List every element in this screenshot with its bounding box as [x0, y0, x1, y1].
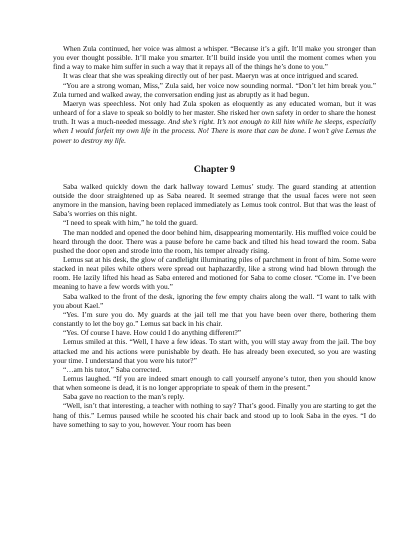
- body-text: [53, 44, 376, 429]
- chapter-title: Chapter 9: [193, 163, 236, 175]
- italic-thought: And she’s right. It’s not enough to kill him while he sleeps, especially when I would forfeit my own life in the process. No! There is more that can be done. I won’t give Lemus the power to destroy my life.: [53, 117, 377, 145]
- paragraph: The man nodded and opened the door behind him, disappearing momentarily. His muffled voice could be heard through the door. There was a pause before he came back and tilted his head toward the room. Saba pushed the door open and strode into the room, his temper already rising.: [53, 227, 376, 255]
- paragraph: Lemus sat at his desk, the glow of candlelight illuminating piles of parchment in front of him. Some were stacked in neat piles while others were spread out haphazardly, like a strong wind had blown through the room. He lazily lifted his head as Saba entered and motioned for Saba to come closer. “Come in. I’ve been meaning to have a few words with you.”: [53, 254, 376, 292]
- paragraph: “Yes. Of course I have. How could I do anything different?”: [63, 328, 242, 338]
- paragraph: Lemus laughed. “If you are indeed smart enough to call yourself anyone’s tutor, then you should know that when someone is dead, it is no longer appropriate to speak of them in the present.”: [53, 374, 376, 393]
- paragraph: Saba walked quickly down the dark hallway toward Lemus’ study. The guard standing at attention outside the door straightened up as Saba neared. It seemed strange that the usual faces were not seen anymore in the mansion, having been replaced immediately as Lemus took control. But that was the least of Saba’s worries on this night.: [53, 181, 376, 219]
- paragraph: When Zula continued, her voice was almost a whisper. “Because it’s a gift. It’ll make you stronger than you ever thought possible. It’ll make you smarter. It’ll build inside you until the moment comes when you find a way to make him suffer in such a way that it repays all of the things he’s done to you.”: [53, 44, 376, 72]
- paragraph: “Yes. I’m sure you do. My guards at the jail tell me that you have been over there, bothering them constantly to let the boy go.” Lemus sat back in his chair.: [53, 309, 376, 329]
- paragraph: Lemus smiled at this. “Well, I have a few ideas. To start with, you will stay away from the jail. The boy attacked me and his actions were punishable by death. He has already been executed, so you are wasting your time. I understand that you were his tutor?”: [53, 337, 376, 365]
- paragraph: “…am his tutor,” Saba corrected.: [63, 364, 162, 374]
- paragraph: “I need to speak with him,” he told the guard.: [63, 218, 198, 228]
- paragraph: “You are a strong woman, Miss,” Zula said, her voice now sounding normal. “Don’t let him break you.” Zula turned and walked away, the conversation ending just as abruptly as it had begun.: [53, 80, 376, 99]
- paragraph: Saba walked to the front of the desk, ignoring the few empty chairs along the wall. “I want to talk with you about Kael.”: [53, 291, 376, 310]
- paragraph: Saba gave no reaction to the man’s reply.: [63, 392, 185, 402]
- paragraph: [53, 99, 376, 145]
- paragraph-text: Maeryn was speechless. Not only had Zula spoken as eloquently as any educated woman, but it was unheard of for a slave to speak so boldly to her master. She risked her own safety in order to share the honest truth. It was a much-needed message.: [53, 98, 376, 127]
- paragraph: It was clear that she was speaking directly out of her past. Maeryn was at once intrigued and scared.: [63, 71, 359, 81]
- paragraph: “Well, isn’t that interesting, a teacher with nothing to say? That’s good. Finally you are starting to get the hang of this.” Lemus paused while he scooted his chair back and stood up to look Saba in the eyes. “I do have something to say to you, however. Your room has been: [53, 401, 376, 429]
